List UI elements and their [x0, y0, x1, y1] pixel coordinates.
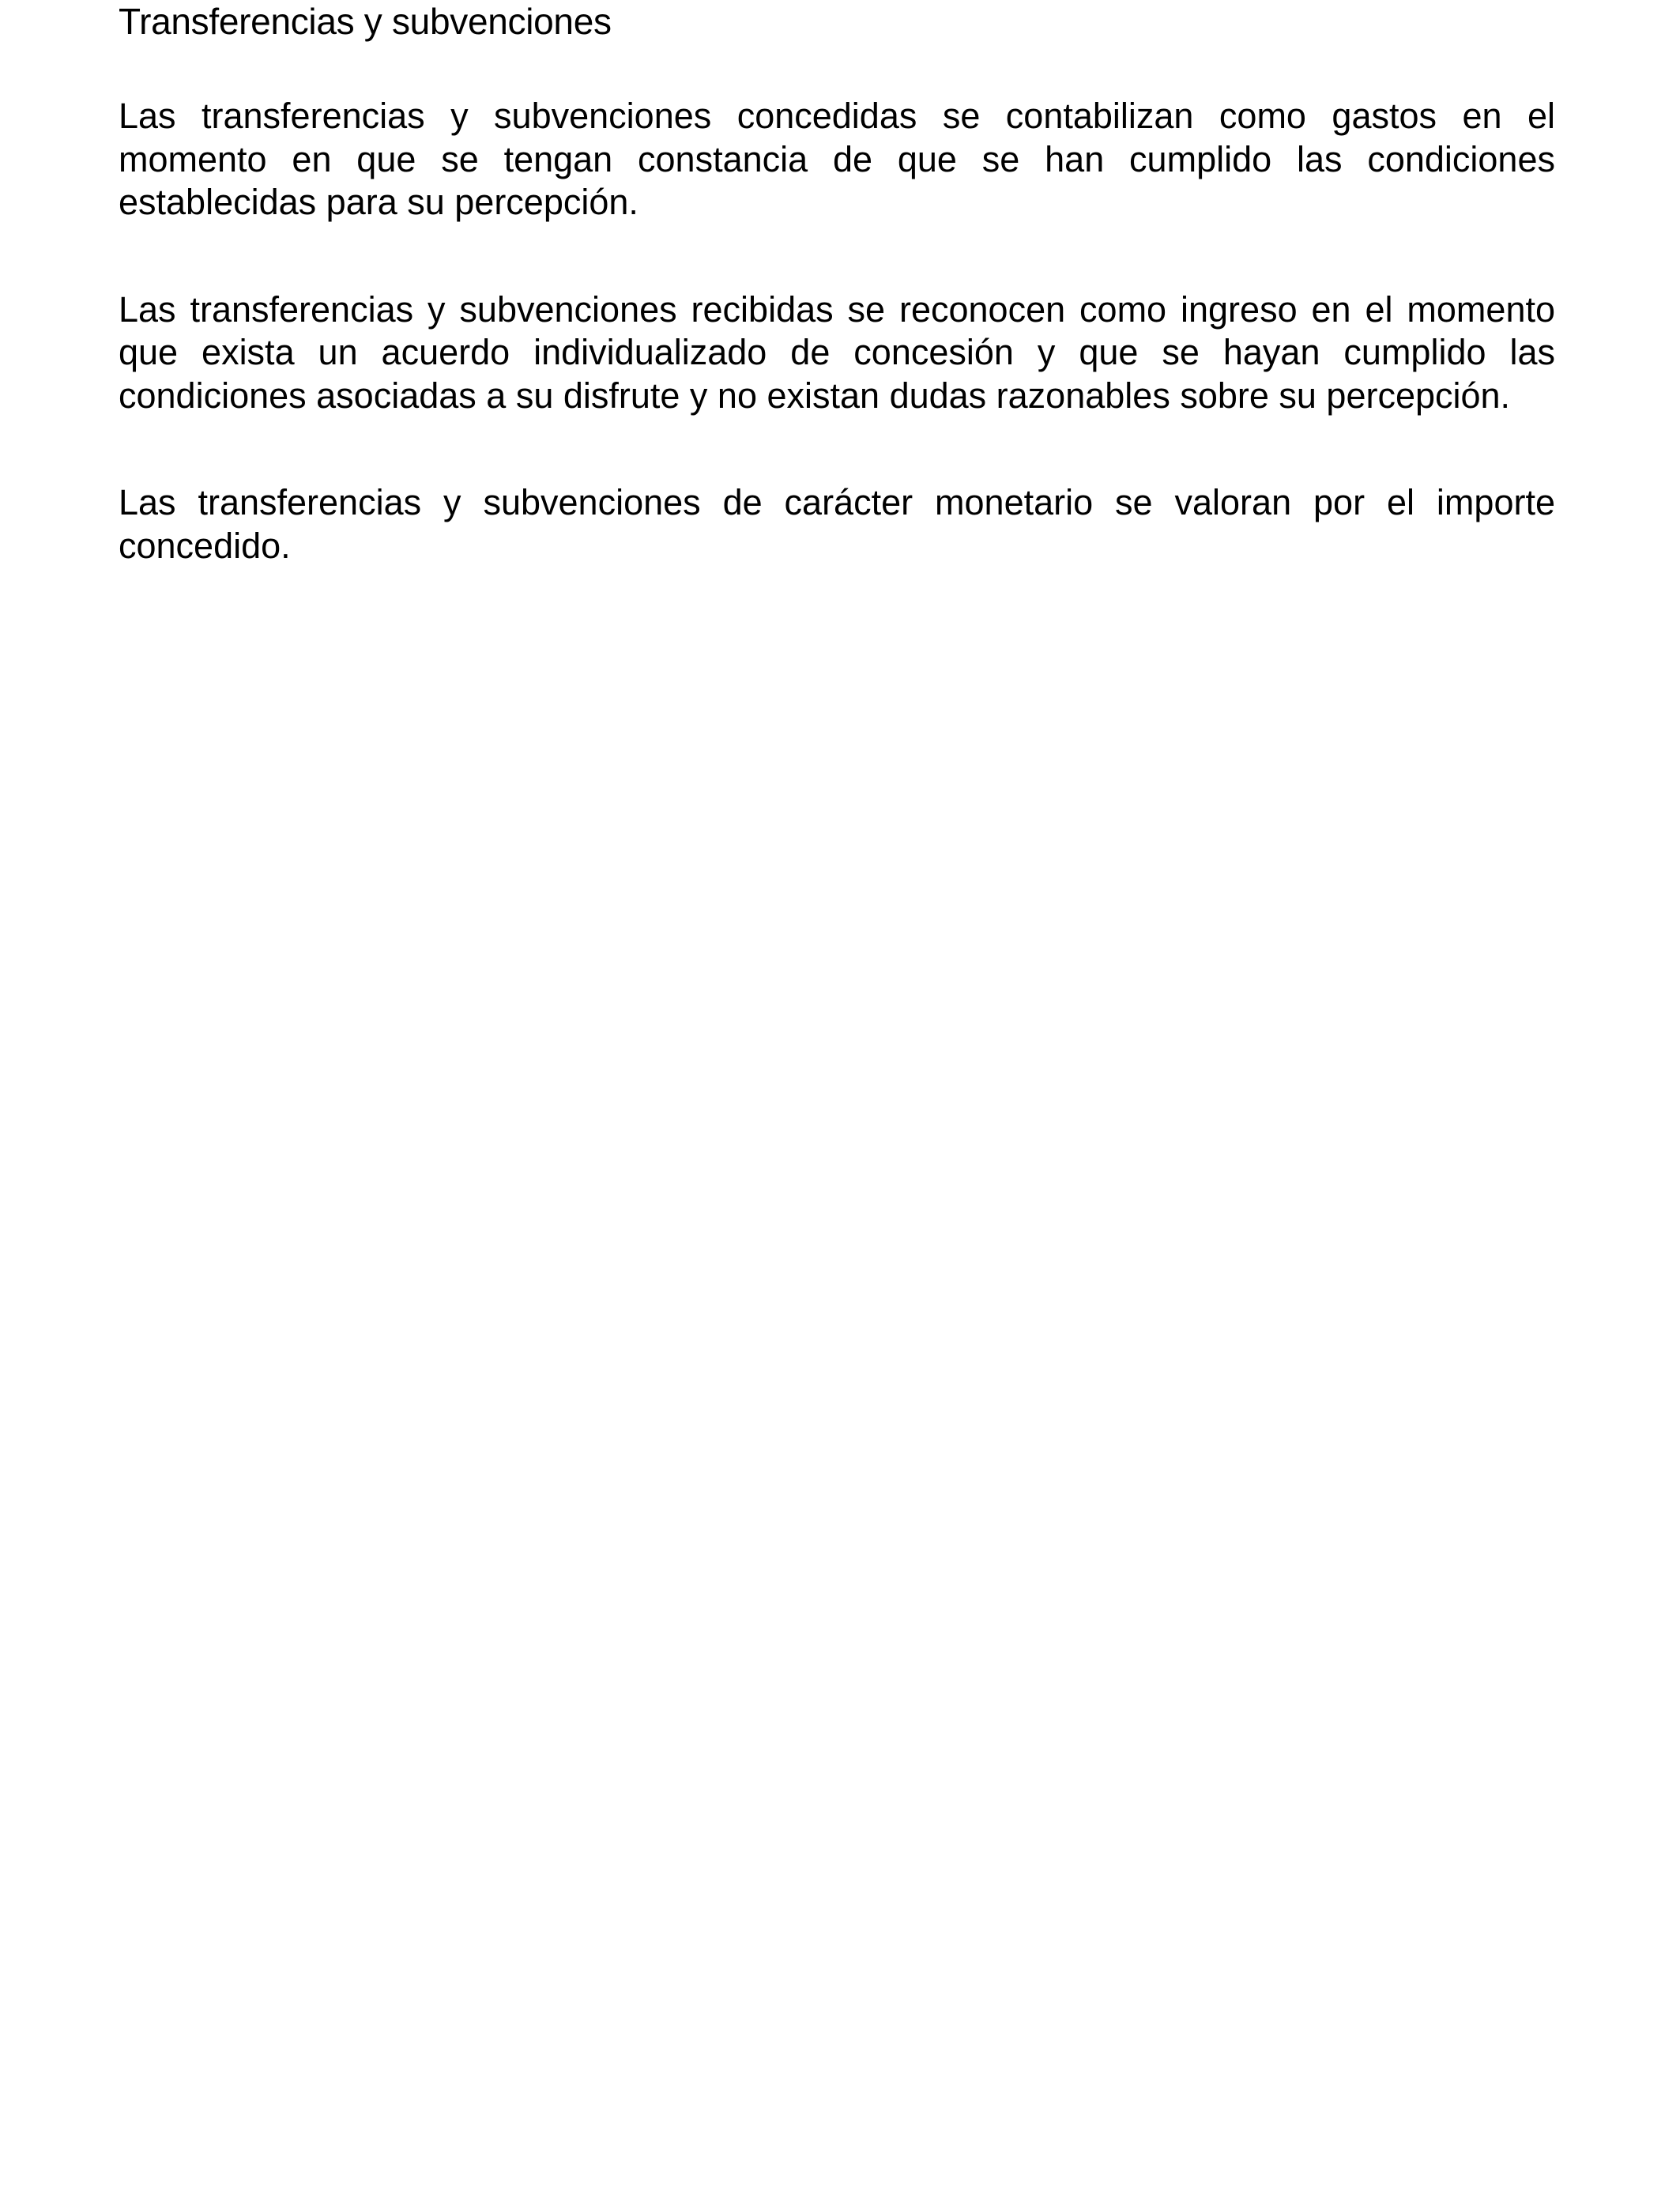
section-heading: Transferencias y subvenciones — [119, 1, 612, 42]
paragraph-valoracion: Las transferencias y subvenciones de carácter monetario se valoran por el importe concedido. — [119, 482, 1555, 566]
paragraph-concedidas: Las transferencias y subvenciones concedidas se contabilizan como gastos en el momento en que se tengan constancia de que se han cumplido las condiciones establecidas para su percepción. — [119, 96, 1555, 222]
paragraph-recibidas: Las transferencias y subvenciones recibidas se reconocen como ingreso en el momento que exista un acuerdo individualizado de concesión y que se hayan cumplido las condiciones asociadas a su disfrute y no existan dudas razonables sobre su percepción. — [119, 288, 1555, 416]
document-body — [119, 0, 1555, 567]
